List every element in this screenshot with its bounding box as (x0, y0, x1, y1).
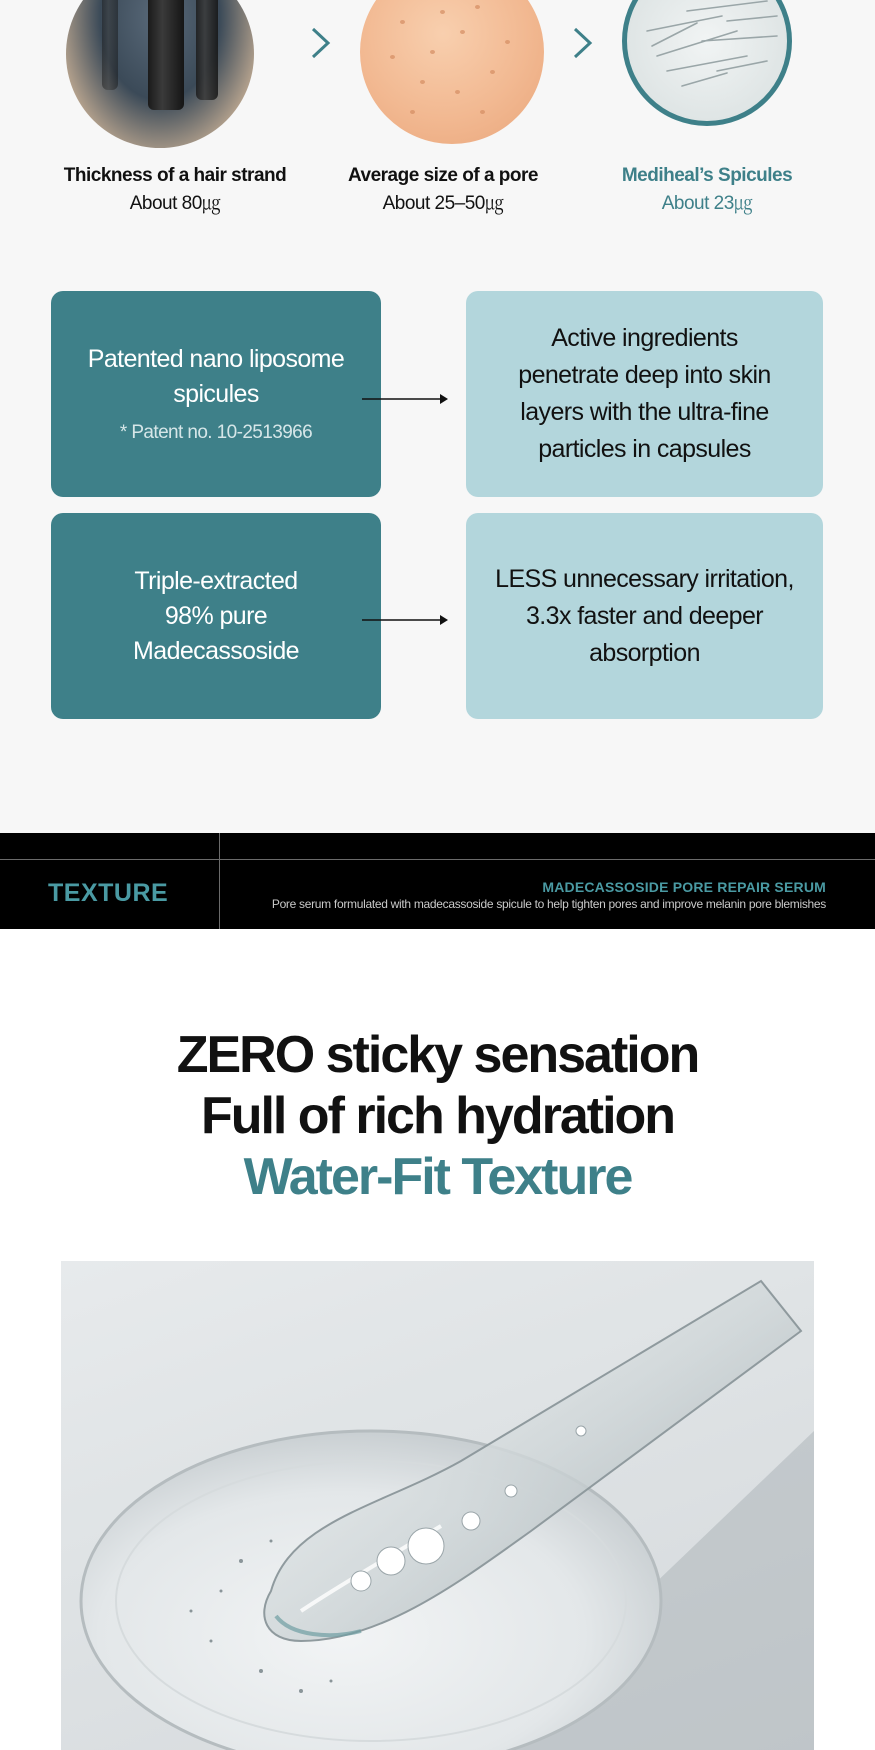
hair-title: Thickness of a hair strand (63, 165, 287, 186)
hair-strand-image (66, 0, 254, 148)
feature-box-madecassoside (51, 513, 381, 719)
headline-line: Full of rich hydration (200, 1087, 675, 1145)
feature-text-line: particles in capsules (538, 435, 751, 463)
product-description: Pore serum formulated with madecassoside spicule to help tighten pores and improve melanin pore blemishes (271, 897, 826, 911)
feature-text-line: spicules (173, 380, 259, 408)
divider (219, 833, 220, 929)
divider (0, 859, 875, 860)
spicule-title: Mediheal’s Spicules (621, 165, 793, 186)
texture-headline (0, 1025, 875, 1208)
feature-text-line: Madecassoside (133, 636, 299, 665)
feature-text-line: Patented nano liposome (87, 345, 345, 373)
pore-caption (323, 162, 563, 218)
spicules-image (622, 0, 792, 126)
pore-title: Average size of a pore (348, 165, 538, 186)
feature-text-line: Triple-extracted (134, 566, 298, 595)
headline-line: ZERO sticky sensation (176, 1026, 699, 1084)
feature-text-line: Active ingredients (551, 324, 738, 352)
arrow-right-icon (362, 614, 448, 626)
texture-section-header (0, 833, 875, 929)
feature-box-liposome (51, 291, 381, 497)
hair-caption (55, 162, 295, 218)
arrow-right-icon (362, 393, 448, 405)
feature-text-line: layers with the ultra-fine (520, 398, 769, 426)
headline-highlight: Water-Fit Texture (243, 1148, 632, 1206)
product-name: MADECASSOSIDE PORE REPAIR SERUM (542, 879, 826, 895)
serum-dropper-photo (61, 1261, 814, 1750)
feature-box-absorption (466, 513, 823, 719)
patent-note: * Patent no. 10-2513966 (119, 422, 313, 443)
feature-text-line: absorption (589, 638, 700, 667)
chevron-right-icon (570, 26, 596, 60)
spicule-caption (587, 162, 827, 218)
pore-image (360, 0, 544, 144)
chevron-right-icon (308, 26, 334, 60)
feature-text-line: 3.3x faster and deeper (526, 601, 763, 630)
hair-value: About 80㎍ (129, 193, 221, 214)
spicule-value: About 23㎍ (661, 193, 753, 214)
section-label: TEXTURE (48, 879, 169, 907)
size-comparison-section (0, 0, 875, 260)
feature-text-line: 98% pure (164, 601, 268, 630)
feature-text-line: LESS unnecessary irritation, (495, 564, 794, 593)
feature-box-penetration (466, 291, 823, 497)
pore-value: About 25–50㎍ (382, 193, 504, 214)
feature-text-line: penetrate deep into skin (518, 361, 771, 389)
